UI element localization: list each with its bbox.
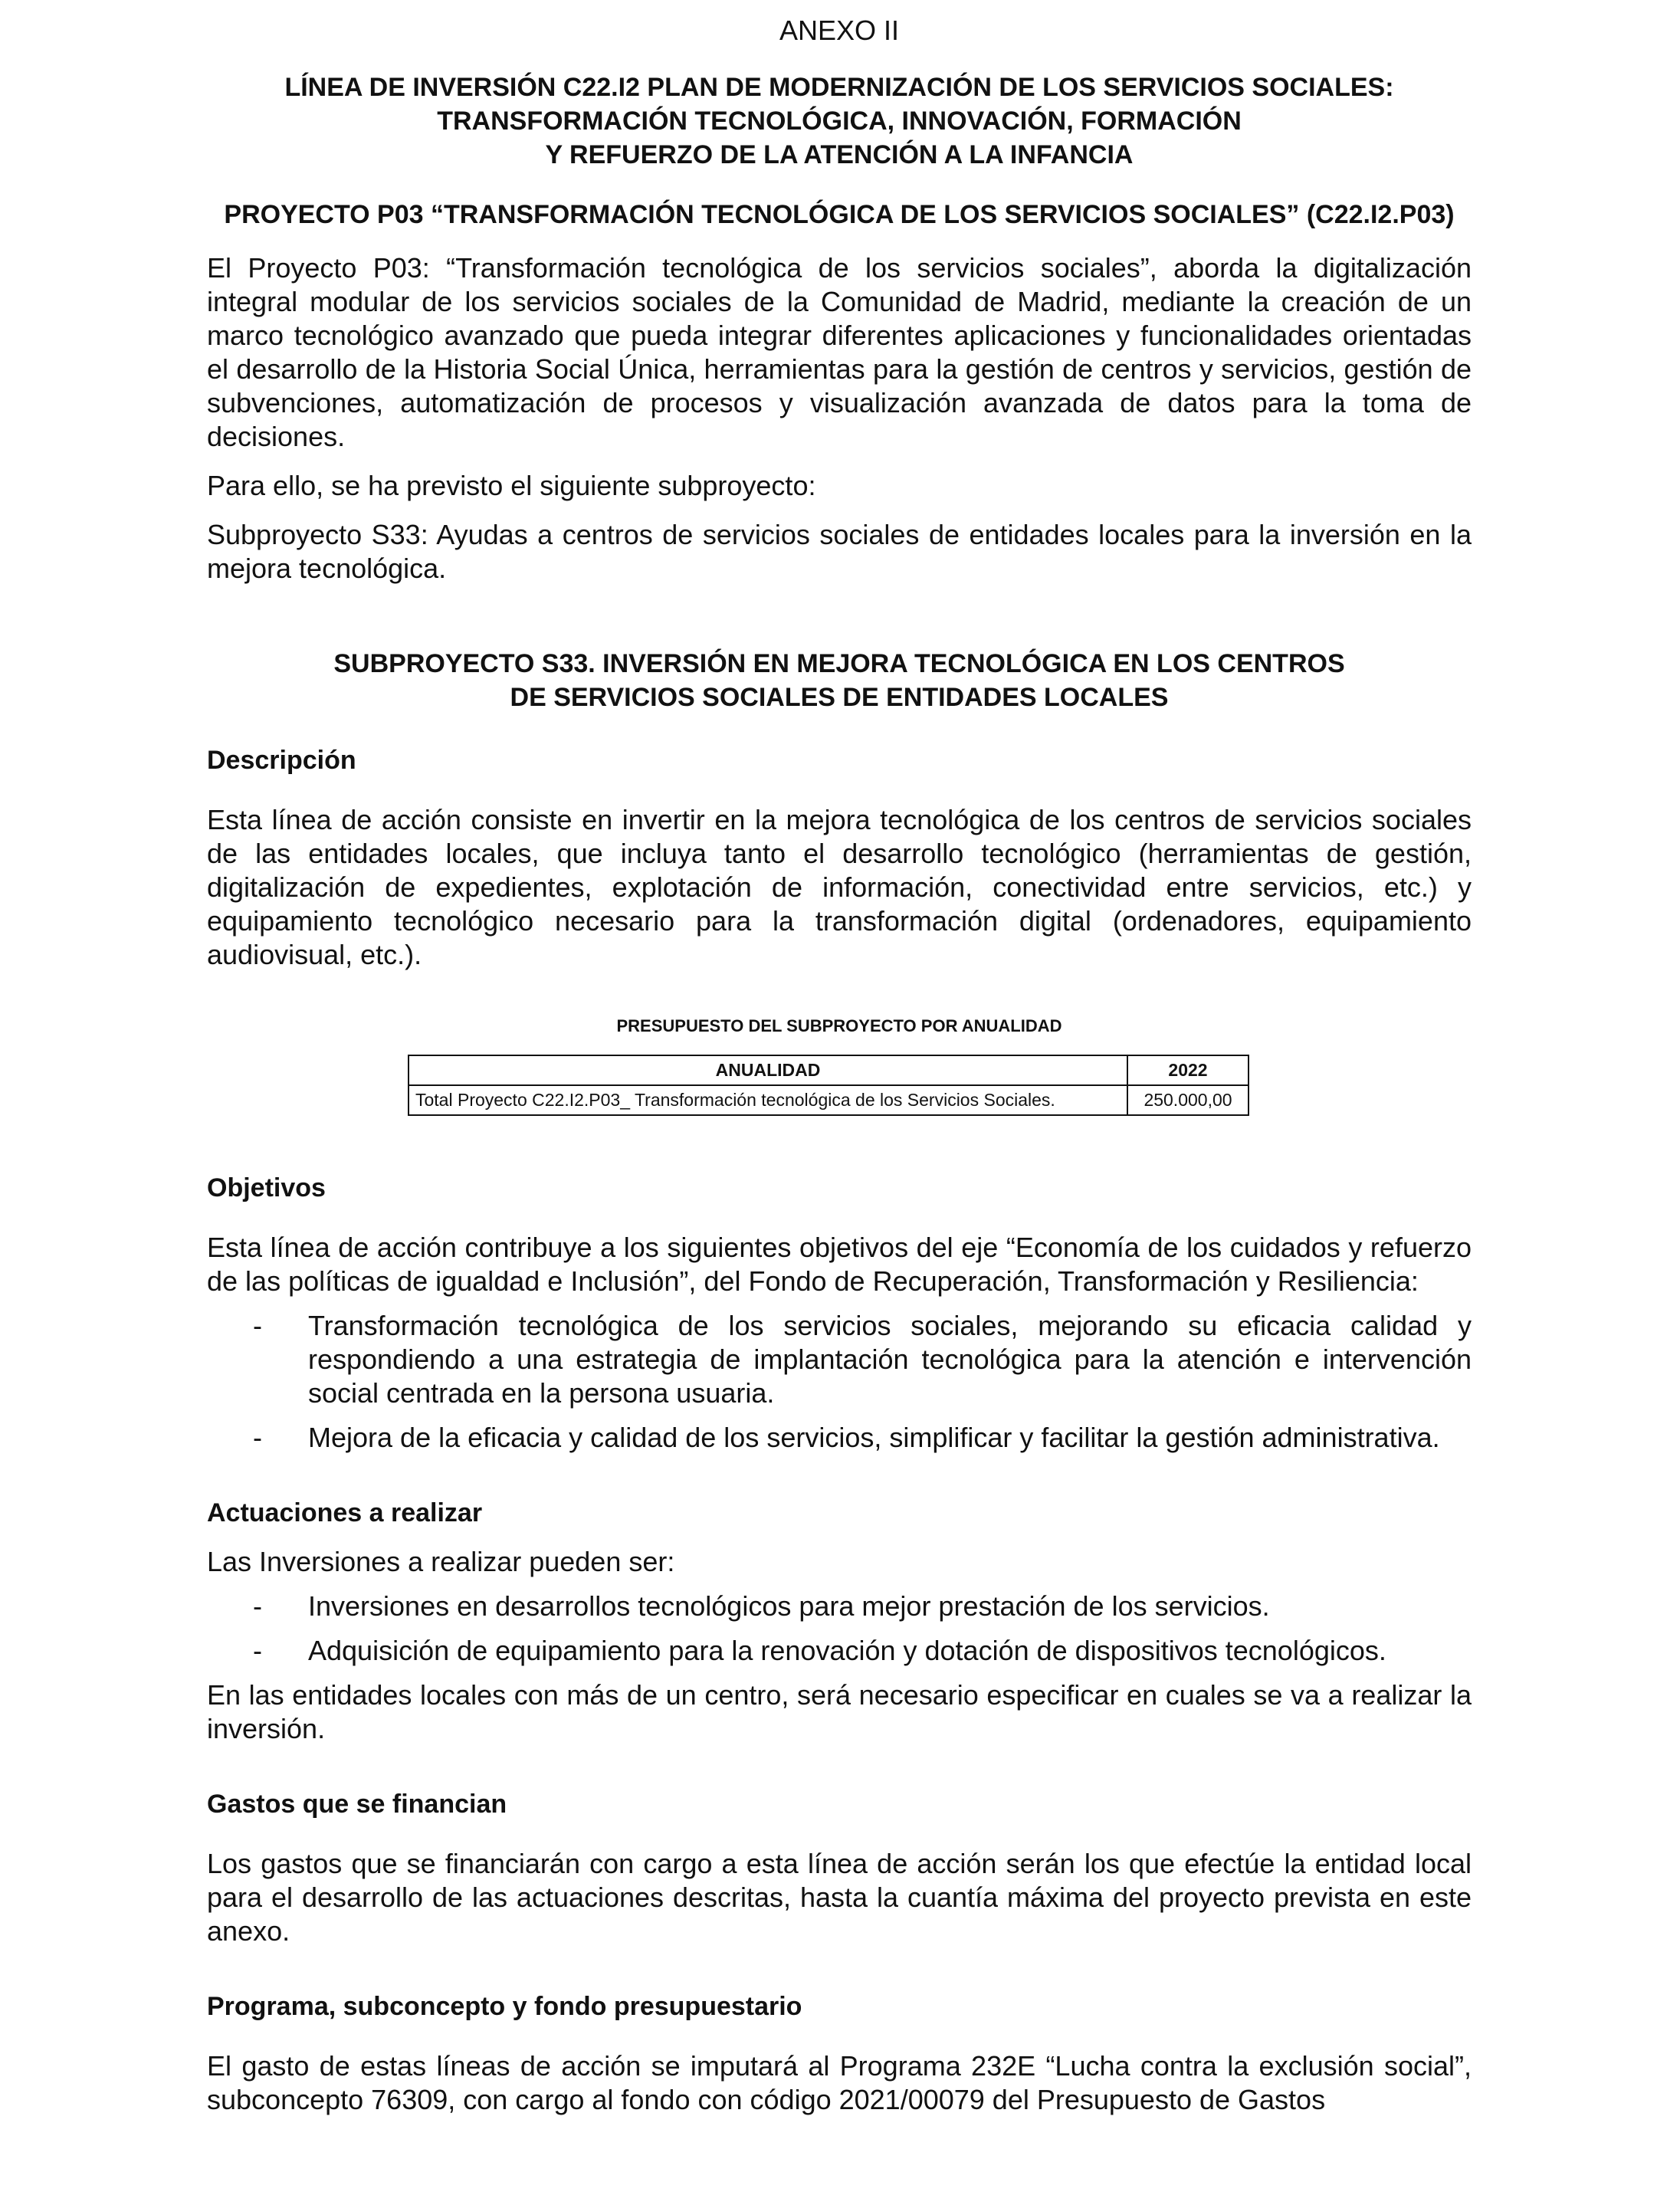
list-item-text: Transformación tecnológica de los servicios sociales, mejorando su eficacia calidad y respondiendo a una estrategia de implantación tecnológica para la atención e intervención social centrada en la persona usuaria.	[308, 1310, 1472, 1409]
budget-header-row	[409, 1055, 1249, 1085]
program-heading: Programa, subconcepto y fondo presupuestario	[207, 1992, 802, 2021]
description-text: Esta línea de acción consiste en invertir en la mejora tecnológica de los centros de servicios sociales de las entidades locales, que incluya tanto el desarrollo tecnológico (herramientas de gestión, digitalización de expedientes, explotación de información, conectividad entre servicios, etc.) y equipamiento tecnológico necesario para la transformación digital (ordenadores, equipamiento audiovisual, etc.).	[207, 804, 1472, 970]
subproject-title	[207, 647, 1472, 714]
dash-bullet: -	[253, 1635, 262, 1666]
intro-paragraph: Para ello, se ha previsto el siguiente subproyecto:	[207, 470, 816, 501]
line-title-row: TRANSFORMACIÓN TECNOLÓGICA, INNOVACIÓN, FORMACIÓN	[437, 107, 1242, 136]
actions-closing: En las entidades locales con más de un centro, será necesario especificar en cuales se va a realizar la inversión.	[207, 1679, 1472, 1744]
dash-bullet: -	[253, 1590, 262, 1622]
objectives-text: Esta línea de acción contribuye a los siguientes objetivos del eje “Economía de los cuidados y refuerzo de las políticas de igualdad e Inclusión”, del Fondo de Recuperación, Transformación y Resiliencia:	[207, 1232, 1472, 1297]
investment-line-title	[207, 71, 1472, 172]
actions-heading: Actuaciones a realizar	[207, 1498, 483, 1527]
actions-text: Las Inversiones a realizar pueden ser:	[207, 1546, 675, 1577]
budget-cell-amount: 250.000,00	[1127, 1085, 1249, 1115]
actions-list	[207, 1590, 1472, 1668]
list-item	[207, 1309, 1472, 1410]
intro-paragraph: Subproyecto S33: Ayudas a centros de servicios sociales de entidades locales para la inversión en la mejora tecnológica.	[207, 519, 1472, 584]
intro-paragraph: El Proyecto P03: “Transformación tecnológica de los servicios sociales”, aborda la digitalización integral modular de los servicios sociales de la Comunidad de Madrid, mediante la creación de un marco tecnológico avanzado que pueda integrar diferentes aplicaciones y funcionalidades orientadas el desarrollo de la Historia Social Única, herramientas para la gestión de centros y servicios, gestión de subvenciones, automatización de procesos y visualización avanzada de datos para la toma de decisiones.	[207, 252, 1472, 452]
program-text: El gasto de estas líneas de acción se imputará al Programa 232E “Lucha contra la exclusión social”, subconcepto 76309, con cargo al fondo con código 2021/00079 del Presupuesto de Gastos	[207, 2050, 1472, 2115]
dash-bullet: -	[253, 1422, 262, 1453]
list-item-text: Mejora de la eficacia y calidad de los servicios, simplificar y facilitar la gestión administrativa.	[308, 1422, 1440, 1453]
list-item	[207, 1634, 1472, 1668]
budget-cell-concept: Total Proyecto C22.I2.P03_ Transformación tecnológica de los Servicios Sociales.	[409, 1085, 1127, 1115]
budget-caption: PRESUPUESTO DEL SUBPROYECTO POR ANUALIDAD	[616, 1016, 1062, 1035]
annex-label: ANEXO II	[779, 15, 900, 46]
subproject-title-row: SUBPROYECTO S33. INVERSIÓN EN MEJORA TECNOLÓGICA EN LOS CENTROS	[333, 649, 1345, 678]
document-page	[207, 0, 1472, 2117]
budget-header-cell: 2022	[1127, 1055, 1249, 1085]
expenses-text: Los gastos que se financiarán con cargo a esta línea de acción serán los que efectúe la entidad local para el desarrollo de las actuaciones descritas, hasta la cuantía máxima del proyecto prevista en este anexo.	[207, 1848, 1472, 1947]
description-heading: Descripción	[207, 746, 356, 775]
list-item	[207, 1590, 1472, 1623]
project-title: PROYECTO P03 “TRANSFORMACIÓN TECNOLÓGICA DE LOS SERVICIOS SOCIALES” (C22.I2.P03)	[224, 200, 1455, 229]
objectives-heading: Objetivos	[207, 1173, 326, 1202]
budget-header-cell: ANUALIDAD	[409, 1055, 1127, 1085]
list-item-text: Inversiones en desarrollos tecnológicos para mejor prestación de los servicios.	[308, 1590, 1270, 1622]
budget-table	[408, 1055, 1249, 1116]
dash-bullet: -	[253, 1310, 262, 1341]
subproject-title-row: DE SERVICIOS SOCIALES DE ENTIDADES LOCALES	[510, 683, 1169, 712]
objectives-list	[207, 1309, 1472, 1455]
expenses-heading: Gastos que se financian	[207, 1790, 507, 1819]
line-title-row: Y REFUERZO DE LA ATENCIÓN A LA INFANCIA	[545, 140, 1134, 169]
list-item	[207, 1421, 1472, 1455]
budget-row	[409, 1085, 1249, 1115]
list-item-text: Adquisición de equipamiento para la renovación y dotación de dispositivos tecnológicos.	[308, 1635, 1386, 1666]
line-title-row: LÍNEA DE INVERSIÓN C22.I2 PLAN DE MODERNIZACIÓN DE LOS SERVICIOS SOCIALES:	[284, 73, 1394, 102]
